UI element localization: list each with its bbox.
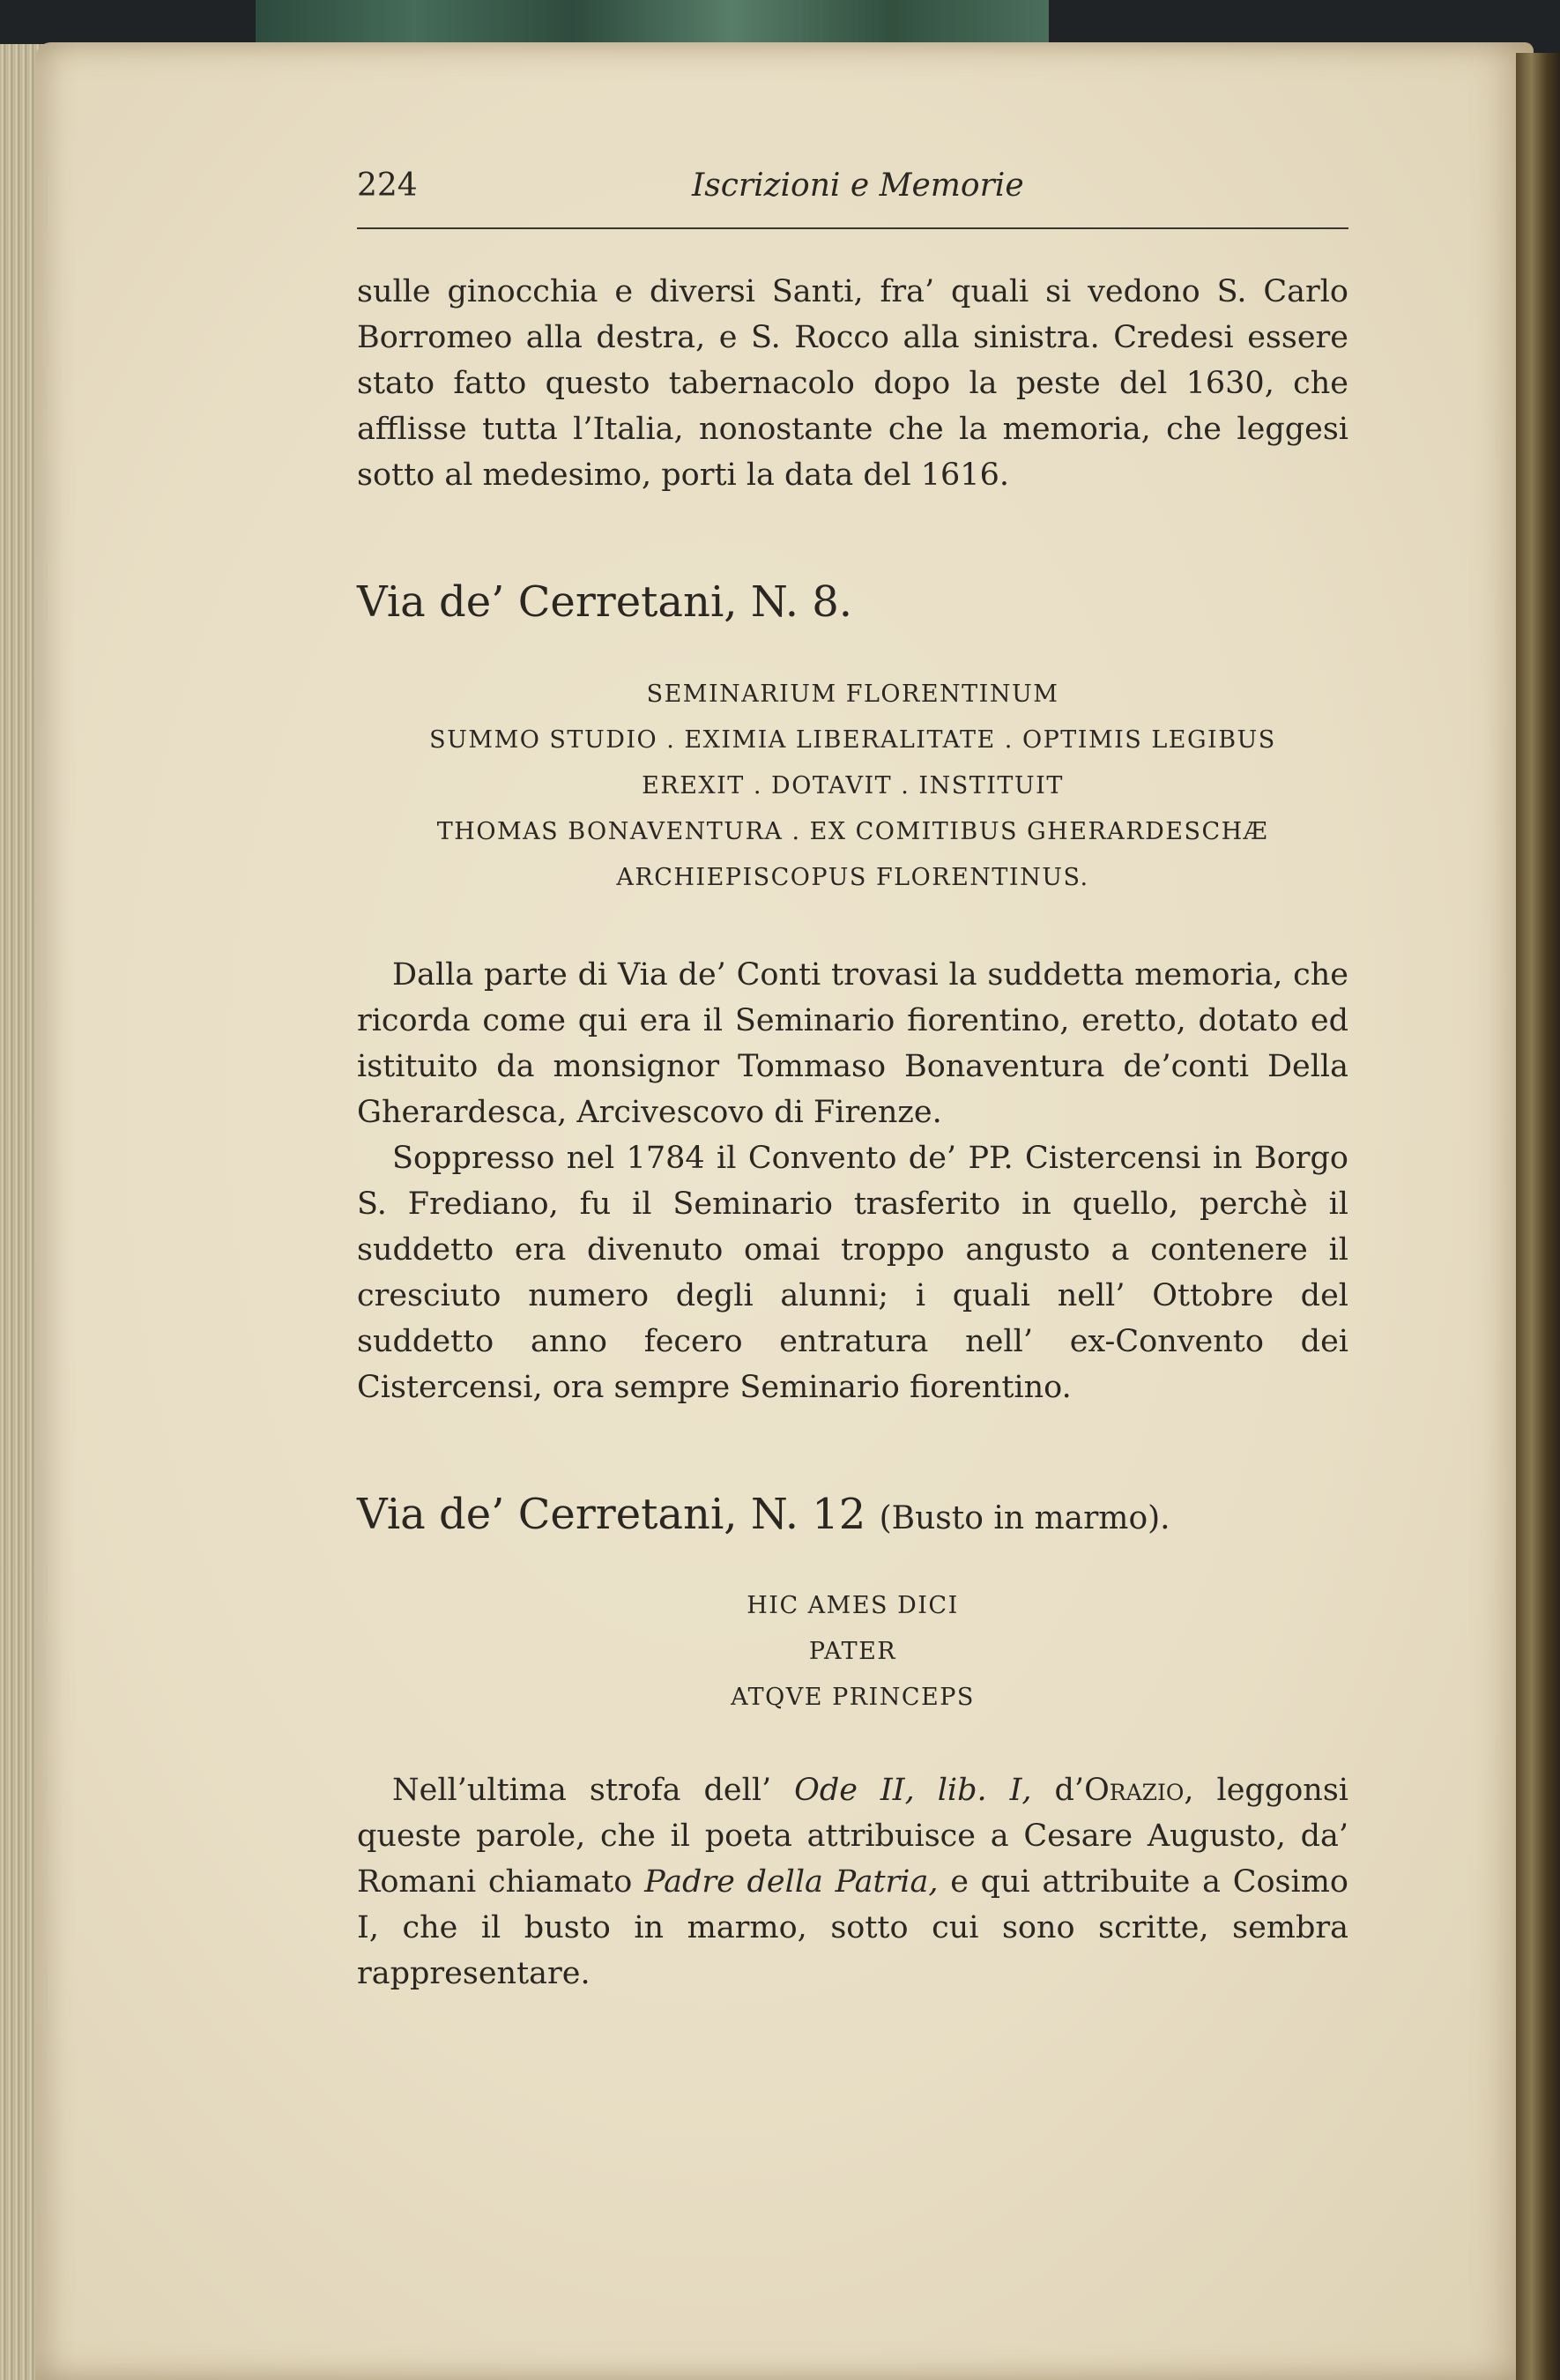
- inscription-line: HIC AMES DICI: [747, 1592, 959, 1619]
- citation-ode: Ode II, lib. I,: [794, 1773, 1032, 1808]
- running-title: Iscrizioni e Memorie: [692, 167, 1024, 204]
- section-heading-text: Via de’ Cerretani, N. 12: [357, 1490, 866, 1539]
- page-number: 224: [357, 167, 418, 204]
- page-header: [357, 167, 1348, 212]
- inscription-hic-ames: [357, 1583, 1348, 1721]
- paragraph-orazio: [357, 1767, 1348, 1997]
- text-run: Nell’ultima strofa dell’: [392, 1773, 795, 1808]
- header-rule: [357, 227, 1348, 229]
- text-run: , leggonsi queste parole, che il poeta attribuisce a Cesare Augusto, da’ Romani chiamato: [357, 1773, 1348, 1900]
- inscription-line: ATQVE PRINCEPS: [731, 1684, 975, 1711]
- inscription-line: EREXIT . DOTAVIT . INSTITUIT: [642, 772, 1064, 800]
- intro-paragraph: sulle ginocchia e diversi Santi, fra’ quali si vedono S. Carlo Borromeo alla destra, e S. Rocco alla sinistra. Credesi essere stato fatto questo tabernacolo dopo la peste del 1630, che afflisse tutta l’Italia, nonostante che la memoria, che leggesi sotto al medesimo, porti la data del 1616.: [357, 274, 1348, 493]
- text-run: e qui attribuite a Cosimo I, che il busto in marmo, sotto cui sono scritte, sembra rappresentare.: [357, 1864, 1348, 1991]
- inscription-line: THOMAS BONAVENTURA . EX COMITIBUS GHERARDESCHÆ: [436, 818, 1269, 845]
- section-heading-cerretani-8: Via de’ Cerretani, N. 8.: [357, 577, 853, 627]
- inscription-line: ARCHIEPISCOPUS FLORENTINUS.: [616, 864, 1089, 891]
- intro-paragraph-block: [357, 269, 1348, 498]
- section-heading-note: (Busto in marmo).: [879, 1500, 1170, 1536]
- title-padre-della-patria: Padre della Patria,: [644, 1864, 939, 1900]
- inscription-line: PATER: [808, 1638, 897, 1665]
- text-run: d’: [1031, 1773, 1085, 1808]
- author-orazio: Orazio: [1084, 1773, 1185, 1808]
- paragraph-conti: Dalla parte di Via de’ Conti trovasi la suddetta memoria, che ricorda come qui era il Seminario fiorentino, eretto, dotato ed istituito da monsignor Tommaso Bonaventura de’conti Della Gherardesca, Arcivescovo di Firenze.: [357, 957, 1348, 1130]
- inscription-line: SUMMO STUDIO . EXIMIA LIBERALITATE . OPTIMIS LEGIBUS: [429, 726, 1276, 754]
- book-binding: [1516, 53, 1560, 2380]
- section2-paragraph-block: [357, 1767, 1348, 1997]
- section1-paragraphs: [357, 952, 1348, 1410]
- inscription-line: SEMINARIUM FLORENTINUM: [646, 681, 1059, 708]
- inscription-seminarium: [357, 672, 1348, 901]
- paragraph-soppresso: Soppresso nel 1784 il Convento de’ PP. Cistercensi in Borgo S. Frediano, fu il Seminario trasferito in quello, perchè il suddetto era divenuto omai troppo angusto a contenere il cresciuto numero degli alunni; i quali nell’ Ottobre del suddetto anno fecero entratura nell’ ex-Convento dei Cistercensi, ora sempre Seminario fiorentino.: [357, 1141, 1348, 1405]
- section-heading-cerretani-12: [357, 1490, 1170, 1539]
